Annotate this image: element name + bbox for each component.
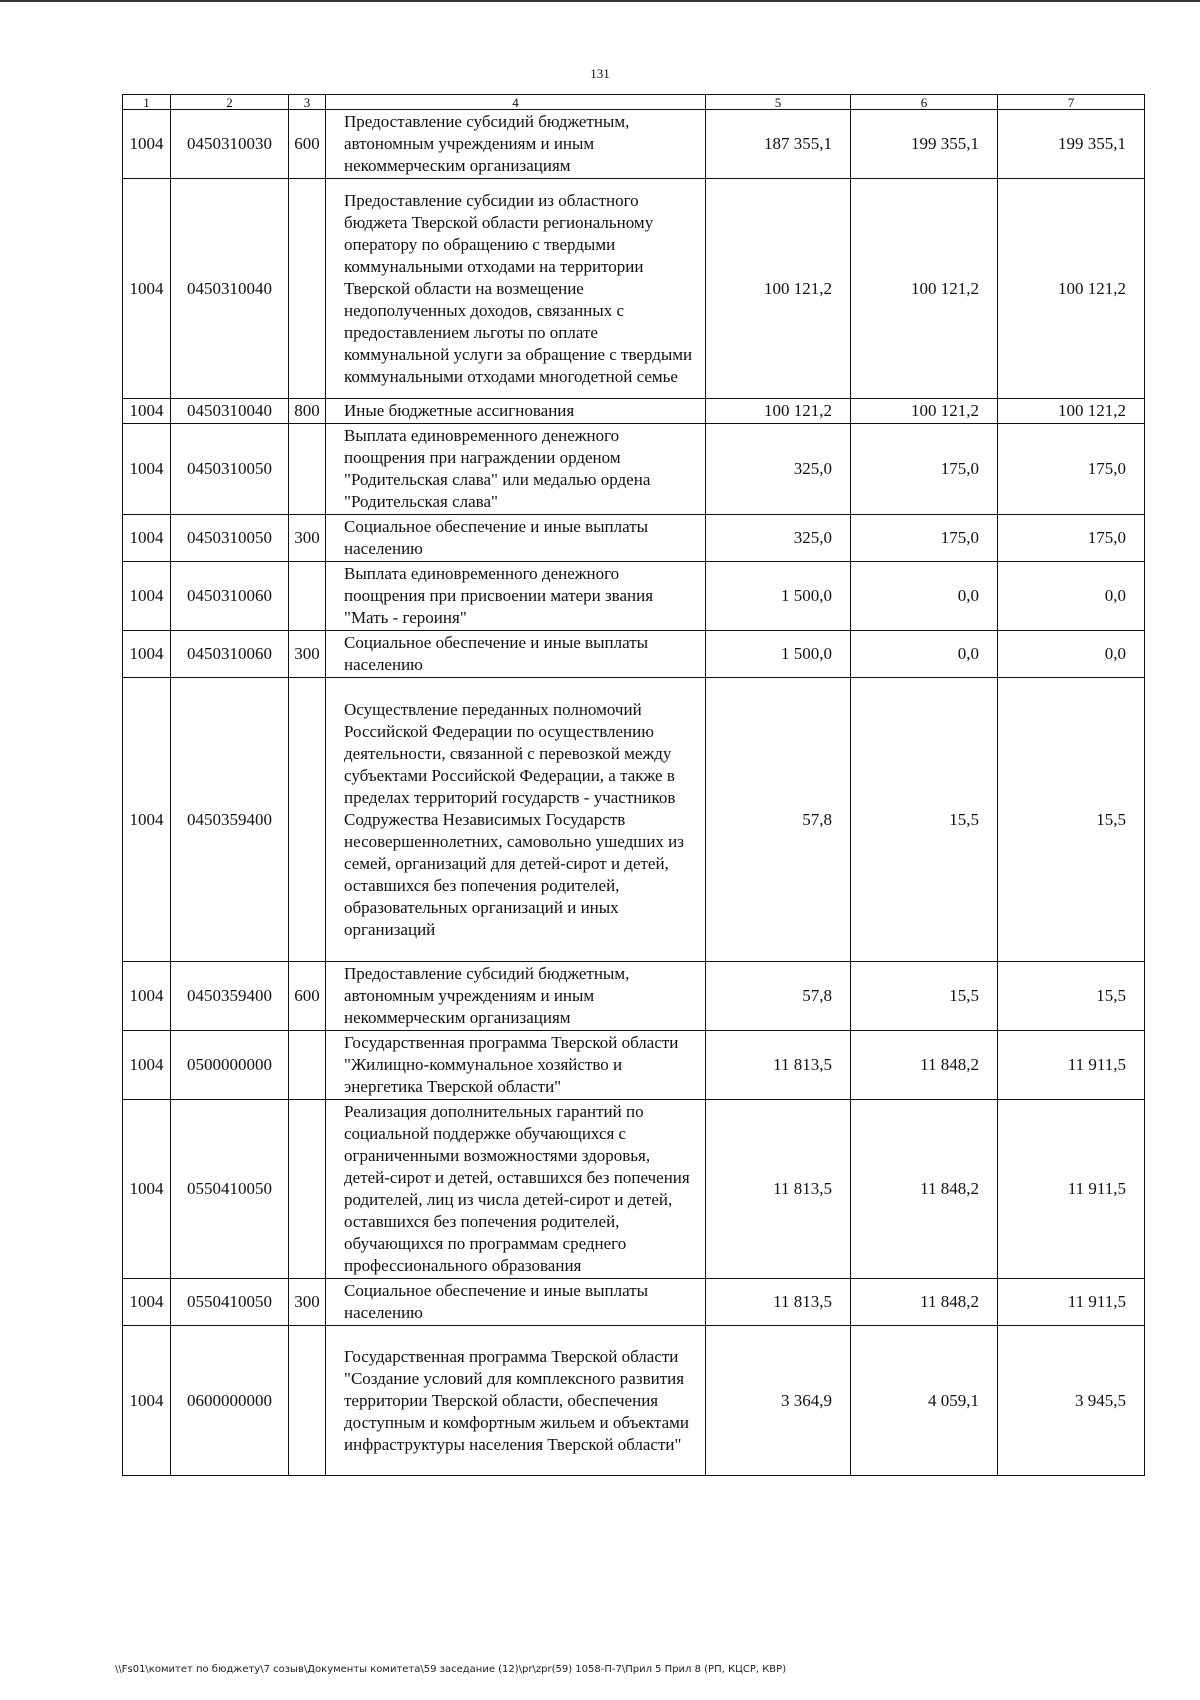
table-row (123, 179, 1145, 399)
footer-file-path: \\Fs01\комитет по бюджету\7 созыв\Документы комитета\59 заседание (12)\pr\zpr(59) 1058-П-7\Прил 5 Прил 8 (РП, КЦСР, КВР) (115, 1664, 787, 1675)
target-article-cell: 0600000000 (171, 1326, 289, 1476)
target-article-cell: 0450310040 (171, 399, 289, 424)
section-code-cell: 1004 (123, 631, 171, 678)
section-code-cell: 1004 (123, 515, 171, 562)
amount-col7-cell: 11 911,5 (998, 1100, 1145, 1279)
amount-col7-cell: 100 121,2 (998, 399, 1145, 424)
expense-type-cell: 300 (289, 1279, 326, 1326)
amount-col7-cell: 175,0 (998, 515, 1145, 562)
section-code-cell: 1004 (123, 1100, 171, 1279)
section-code-cell: 1004 (123, 399, 171, 424)
amount-col7-cell: 11 911,5 (998, 1279, 1145, 1326)
target-article-cell: 0450310050 (171, 424, 289, 515)
amount-col6-cell: 0,0 (851, 631, 998, 678)
expense-type-cell (289, 1031, 326, 1100)
target-article-cell: 0450310030 (171, 110, 289, 179)
amount-col5-cell: 187 355,1 (706, 110, 851, 179)
section-code-cell: 1004 (123, 424, 171, 515)
amount-col6-cell: 11 848,2 (851, 1031, 998, 1100)
amount-col5-cell: 57,8 (706, 962, 851, 1031)
target-article-cell: 0550410050 (171, 1279, 289, 1326)
table-row (123, 1031, 1145, 1100)
column-header: 6 (851, 95, 998, 110)
table-row (123, 1326, 1145, 1476)
section-code-cell: 1004 (123, 1326, 171, 1476)
amount-col5-cell: 100 121,2 (706, 179, 851, 399)
amount-col6-cell: 100 121,2 (851, 399, 998, 424)
amount-col7-cell: 3 945,5 (998, 1326, 1145, 1476)
amount-col5-cell: 11 813,5 (706, 1100, 851, 1279)
target-article-cell: 0450359400 (171, 962, 289, 1031)
amount-col5-cell: 325,0 (706, 515, 851, 562)
target-article-cell: 0450310060 (171, 631, 289, 678)
amount-col7-cell: 175,0 (998, 424, 1145, 515)
item-name-cell: Реализация дополнительных гарантий по социальной поддержке обучающихся с ограниченными возможностями здоровья, детей-сирот и детей, оставшихся без попечения родителей, лиц из числа детей-сирот и детей, оставшихся без попечения родителей, обучающихся по программам среднего профессионального образования (326, 1100, 706, 1279)
scan-edge-line (0, 0, 1200, 2)
table-row (123, 962, 1145, 1031)
amount-col7-cell: 15,5 (998, 678, 1145, 962)
section-code-cell: 1004 (123, 562, 171, 631)
expense-type-cell: 600 (289, 962, 326, 1031)
expense-type-cell: 800 (289, 399, 326, 424)
item-name-cell: Предоставление субсидий бюджетным, автономным учреждениям и иным некоммерческим организациям (326, 110, 706, 179)
table-row (123, 678, 1145, 962)
item-name-cell: Выплата единовременного денежного поощрения при награждении орденом "Родительская слава" или медалью ордена "Родительская слава" (326, 424, 706, 515)
amount-col7-cell: 11 911,5 (998, 1031, 1145, 1100)
expense-type-cell (289, 1100, 326, 1279)
section-code-cell: 1004 (123, 678, 171, 962)
amount-col5-cell: 1 500,0 (706, 562, 851, 631)
table-row (123, 515, 1145, 562)
column-header: 2 (171, 95, 289, 110)
amount-col6-cell: 100 121,2 (851, 179, 998, 399)
section-code-cell: 1004 (123, 1279, 171, 1326)
section-code-cell: 1004 (123, 110, 171, 179)
expense-type-cell: 600 (289, 110, 326, 179)
budget-table (122, 94, 1145, 1476)
table-row (123, 1279, 1145, 1326)
page-number: 131 (590, 66, 610, 81)
amount-col5-cell: 57,8 (706, 678, 851, 962)
item-name-cell: Предоставление субсидии из областного бюджета Тверской области региональному оператору по обращению с твердыми коммунальными отходами на территории Тверской области на возмещение недополученных доходов, связанных с предоставлением льготы по оплате коммунальной услуги за обращение с твердыми коммунальными отходами многодетной семье (326, 179, 706, 399)
amount-col5-cell: 100 121,2 (706, 399, 851, 424)
item-name-cell: Социальное обеспечение и иные выплаты населению (326, 515, 706, 562)
section-code-cell: 1004 (123, 1031, 171, 1100)
expense-type-cell: 300 (289, 515, 326, 562)
amount-col7-cell: 100 121,2 (998, 179, 1145, 399)
item-name-cell: Государственная программа Тверской области "Создание условий для комплексного развития территории Тверской области, обеспечения доступным и комфортным жильем и объектами инфраструктуры населения Тверской области" (326, 1326, 706, 1476)
section-code-cell: 1004 (123, 179, 171, 399)
item-name-cell: Предоставление субсидий бюджетным, автономным учреждениям и иным некоммерческим организациям (326, 962, 706, 1031)
amount-col7-cell: 0,0 (998, 562, 1145, 631)
item-name-cell: Государственная программа Тверской области "Жилищно-коммунальное хозяйство и энергетика Тверской области" (326, 1031, 706, 1100)
column-header: 4 (326, 95, 706, 110)
target-article-cell: 0450310040 (171, 179, 289, 399)
amount-col6-cell: 4 059,1 (851, 1326, 998, 1476)
amount-col6-cell: 15,5 (851, 962, 998, 1031)
amount-col5-cell: 1 500,0 (706, 631, 851, 678)
table-row (123, 399, 1145, 424)
target-article-cell: 0450310060 (171, 562, 289, 631)
item-name-cell: Социальное обеспечение и иные выплаты населению (326, 1279, 706, 1326)
column-header: 3 (289, 95, 326, 110)
target-article-cell: 0500000000 (171, 1031, 289, 1100)
amount-col6-cell: 15,5 (851, 678, 998, 962)
amount-col5-cell: 325,0 (706, 424, 851, 515)
column-header: 1 (123, 95, 171, 110)
table-row (123, 424, 1145, 515)
column-header: 7 (998, 95, 1145, 110)
table-body (123, 110, 1145, 1476)
amount-col6-cell: 199 355,1 (851, 110, 998, 179)
amount-col5-cell: 11 813,5 (706, 1031, 851, 1100)
amount-col6-cell: 11 848,2 (851, 1279, 998, 1326)
amount-col6-cell: 175,0 (851, 515, 998, 562)
section-code-cell: 1004 (123, 962, 171, 1031)
amount-col7-cell: 199 355,1 (998, 110, 1145, 179)
expense-type-cell (289, 678, 326, 962)
table-row (123, 1100, 1145, 1279)
expense-type-cell (289, 1326, 326, 1476)
amount-col6-cell: 175,0 (851, 424, 998, 515)
expense-type-cell (289, 424, 326, 515)
table-row (123, 110, 1145, 179)
expense-type-cell (289, 562, 326, 631)
target-article-cell: 0450310050 (171, 515, 289, 562)
expense-type-cell (289, 179, 326, 399)
item-name-cell: Иные бюджетные ассигнования (326, 399, 706, 424)
target-article-cell: 0550410050 (171, 1100, 289, 1279)
item-name-cell: Осуществление переданных полномочий Российской Федерации по осуществлению деятельности, связанной с перевозкой между субъектами Российской Федерации, а также в пределах территорий государств - участников Содружества Независимых Государств несовершеннолетних, самовольно ушедших из семей, организаций для детей-сирот и детей, оставшихся без попечения родителей, образовательных организаций и иных организаций (326, 678, 706, 962)
amount-col6-cell: 0,0 (851, 562, 998, 631)
item-name-cell: Выплата единовременного денежного поощрения при присвоении матери звания "Мать - героиня" (326, 562, 706, 631)
amount-col7-cell: 15,5 (998, 962, 1145, 1031)
column-number-row (123, 95, 1145, 110)
table-row (123, 631, 1145, 678)
amount-col5-cell: 11 813,5 (706, 1279, 851, 1326)
amount-col7-cell: 0,0 (998, 631, 1145, 678)
item-name-cell: Социальное обеспечение и иные выплаты населению (326, 631, 706, 678)
column-header: 5 (706, 95, 851, 110)
expense-type-cell: 300 (289, 631, 326, 678)
amount-col6-cell: 11 848,2 (851, 1100, 998, 1279)
table-row (123, 562, 1145, 631)
amount-col5-cell: 3 364,9 (706, 1326, 851, 1476)
target-article-cell: 0450359400 (171, 678, 289, 962)
